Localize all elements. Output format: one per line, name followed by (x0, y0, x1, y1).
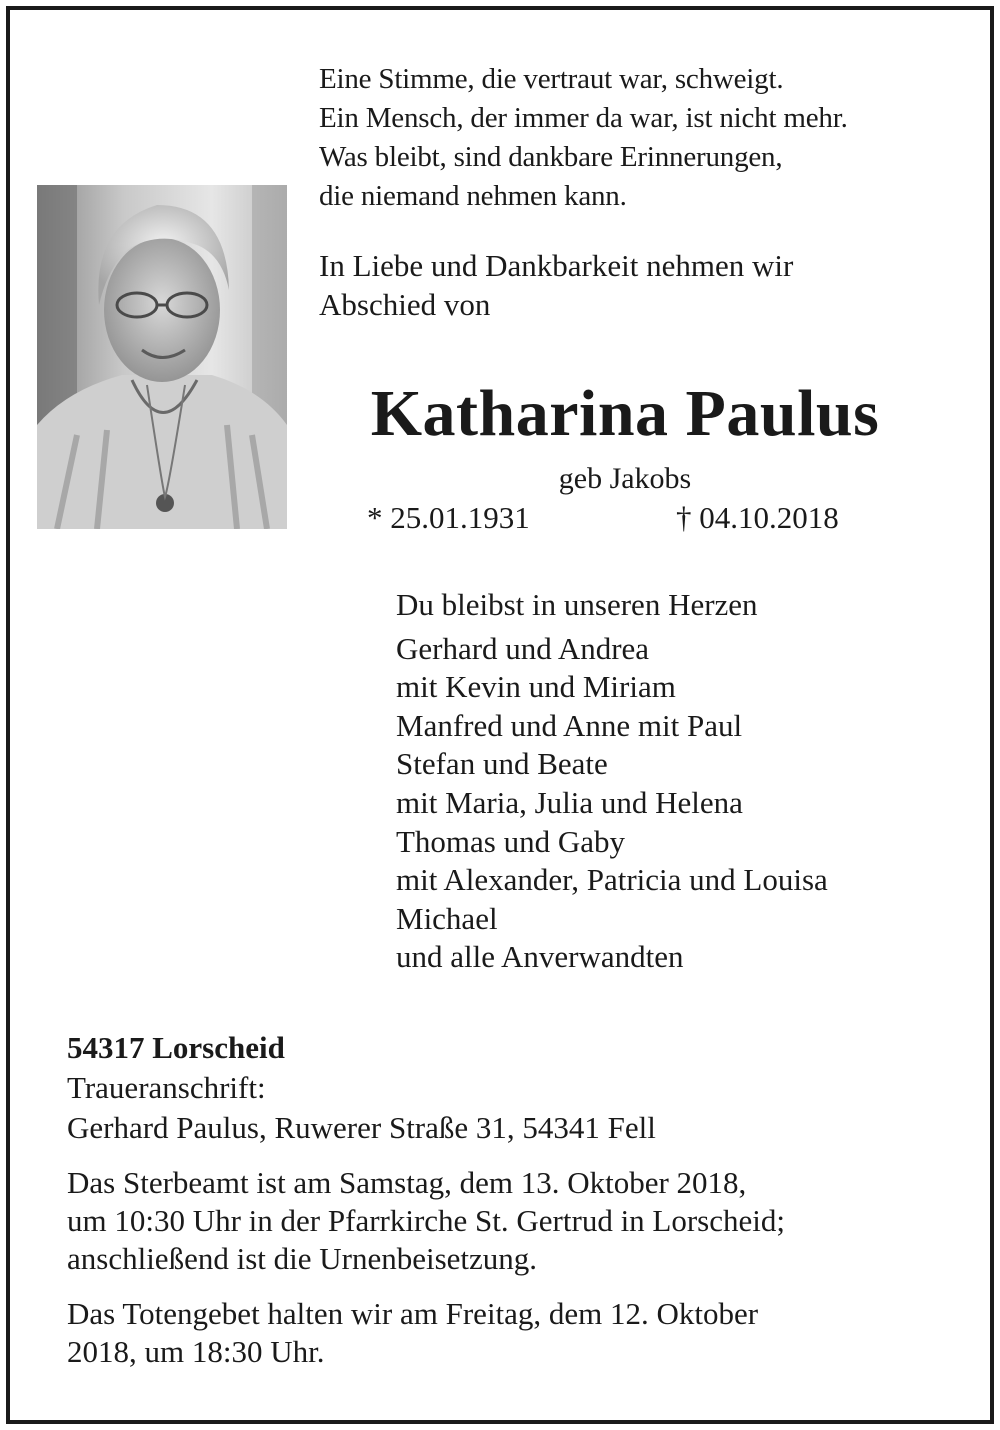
prayer-line: Das Totengebet halten wir am Freitag, dem 12. Oktober (67, 1296, 759, 1331)
address-line: Gerhard Paulus, Ruwerer Straße 31, 54341 Fell (67, 1110, 656, 1145)
family-member: Gerhard und Andrea (396, 630, 650, 666)
poem-line: Eine Stimme, die vertraut war, schweigt. (319, 63, 784, 95)
mourning-address (67, 1028, 656, 1148)
family-member: Stefan und Beate (396, 746, 608, 782)
intro-text (319, 246, 793, 324)
family-member: mit Alexander, Patricia und Louisa (396, 862, 828, 898)
family-member: Thomas und Gaby (396, 823, 626, 859)
address-label: Traueranschrift: (67, 1070, 266, 1105)
poem-line: Ein Mensch, der immer da war, ist nicht mehr. (319, 102, 848, 134)
service-line: um 10:30 Uhr in der Pfarrkirche St. Gertrud in Lorscheid; (67, 1203, 785, 1238)
family-member: Manfred und Anne mit Paul (396, 707, 743, 743)
deceased-name: Katharina Paulus (370, 377, 880, 450)
poem-line: Was bleibt, sind dankbare Erinnerungen, (319, 141, 783, 173)
birth-date: * 25.01.1931 (367, 500, 530, 535)
family-member: mit Kevin und Miriam (396, 669, 676, 705)
family-motto: Du bleibst in unseren Herzen (396, 587, 758, 622)
portrait-photo (37, 185, 287, 529)
prayer-info (67, 1295, 758, 1371)
family-member: mit Maria, Julia und Helena (396, 784, 743, 820)
service-line: anschließend ist die Urnenbeisetzung. (67, 1241, 538, 1276)
poem-line: die niemand nehmen kann. (319, 180, 627, 212)
funeral-service-info (67, 1164, 785, 1278)
family-list (396, 586, 828, 977)
service-line: Das Sterbeamt ist am Samstag, dem 13. Oktober 2018, (67, 1165, 747, 1200)
family-member: und alle Anverwandten (396, 939, 684, 975)
family-member: Michael (396, 900, 498, 936)
place-name: 54317 Lorscheid (67, 1030, 285, 1065)
maiden-name: geb Jakobs (558, 462, 692, 495)
intro-line: In Liebe und Dankbarkeit nehmen wir (319, 248, 794, 283)
intro-line: Abschied von (319, 287, 491, 322)
memorial-poem (319, 60, 848, 216)
death-date: † 04.10.2018 (676, 500, 839, 535)
prayer-line: 2018, um 18:30 Uhr. (67, 1334, 325, 1369)
